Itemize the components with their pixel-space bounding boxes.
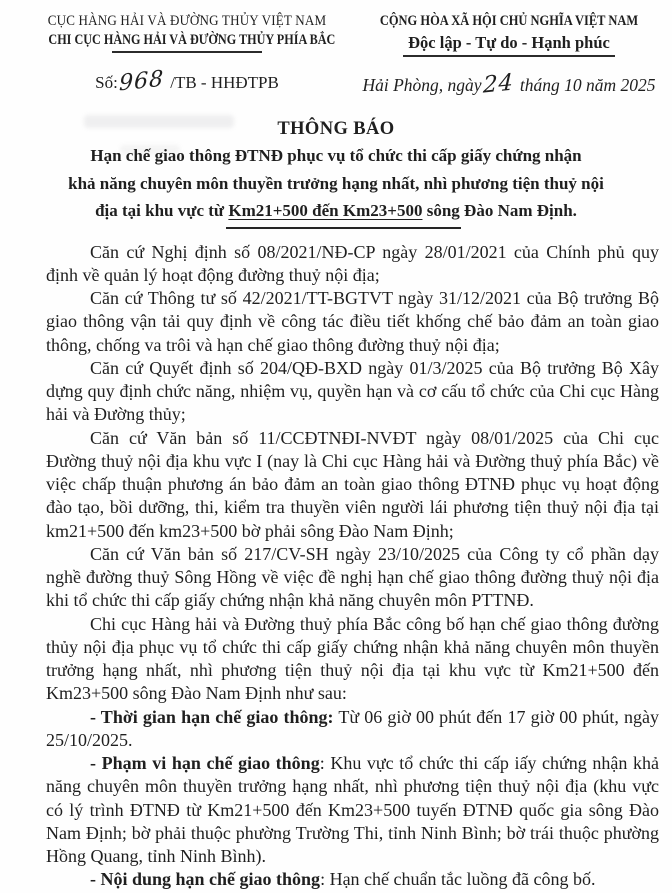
restriction-scope-item	[46, 752, 659, 868]
issuing-agency-block	[22, 13, 352, 96]
restriction-time-value: Từ 06 giờ 00 phút đến 17 giờ 00 phút, ngày 25/10/2025.	[46, 706, 660, 750]
scan-bleed-artifact	[84, 115, 234, 128]
document-type-heading: THÔNG BÁO	[277, 119, 395, 139]
restriction-content-label: - Nội dung hạn chế giao thông	[90, 869, 321, 890]
legal-basis-paragraph: Căn cứ Văn bản số 217/CV-SH ngày 23/10/2025 của Công ty cổ phần dạy nghề đường thuỷ Sông Hồng về việc đề nghị hạn chế giao thông đường thuỷ nội địa khi tổ chức thi cấp giấy chứng nhận khả năng chuyên môn PTTNĐ.	[46, 543, 659, 611]
parent-agency-name: CỤC HÀNG HẢI VÀ ĐƯỜNG THỦY VIỆT NAM	[47, 13, 327, 29]
scan-bleed-artifact	[120, 145, 180, 154]
legal-basis-paragraph: Căn cứ Nghị định số 08/2021/NĐ-CP ngày 28/01/2021 của Chính phủ quy định về quản lý hoạt động đường thuỷ nội địa;	[46, 241, 659, 285]
restriction-content-value: : Hạn chế chuẩn tắc luồng đã công bố.	[320, 869, 596, 890]
legal-basis-paragraph: Căn cứ Thông tư số 42/2021/TT-BGTVT ngày 31/12/2021 của Bộ trưởng Bộ giao thông vận tải quy định về công tác điều tiết khống chế bảo đảm an toàn giao thông, chống va trôi và hạn chế giao thông đường thuỷ nội địa;	[46, 288, 659, 355]
document-subject	[0, 142, 672, 225]
place-and-date	[352, 69, 666, 99]
document-number-label: Số:	[95, 73, 118, 92]
place-date-suffix: tháng 10 năm 2025	[519, 75, 656, 95]
subject-line-2: khả năng chuyên môn thuyền trưởng hạng nhất, nhì phương tiện thuỷ nội	[68, 173, 604, 193]
announcement-paragraph: Chi cục Hàng hải và Đường thuỷ phía Bắc công bố hạn chế giao thông đường thủy nội địa phục vụ tổ chức thi cấp giấy chứng nhận khả năng chuyên môn thuyền trưởng hạng nhất, nhì phương tiện thuỷ nội địa tại khu vực từ Km21+500 đến Km23+500 sông Đào Nam Định như sau:	[46, 613, 659, 704]
place-date-prefix: Hải Phòng, ngày	[362, 75, 482, 95]
legal-basis-paragraph: Căn cứ Văn bản số 11/CCĐTNĐI-NVĐT ngày 08/01/2025 của Chi cục Đường thuỷ nội địa khu vực I (nay là Chi cục Hàng hải và Đường thuỷ phía Bắc) về việc chấp thuận phương án bảo đảm an toàn giao thông ĐTNĐ phục vụ hoạt động đào tạo, bồi dưỡng, thi, kiểm tra thuyền viên người lái phương tiện thuỷ nội địa tại km21+500 đến km23+500 bờ phải sông Đào Nam Định;	[46, 427, 659, 541]
restriction-time-label: - Thời gian hạn chế giao thông:	[90, 706, 334, 727]
restriction-scope-value: : Khu vực tổ chức thi cấp iấy chứng nhận khả năng chuyên môn thuyền trưởng hạng nhất, nhì phương tiện thuỷ nội địa (khu vực có lý trình ĐTNĐ từ Km21+500 đến Km23+500 tuyến ĐTNĐ quốc gia sông Đào Nam Định; bờ phải thuộc phường Trường Thi, tỉnh Ninh Bình; bờ trái thuộc phường Hồng Quang, tỉnh Ninh Bình).	[46, 753, 659, 866]
legal-basis-paragraph: Căn cứ Quyết định số 204/QĐ-BXD ngày 01/3/2025 của Bộ trưởng Bộ Xây dựng quy định chức năng, nhiệm vụ, quyền hạn và cơ cấu tổ chức của Chi cục Hàng hải và Đường thủy;	[46, 357, 659, 425]
title-block	[0, 119, 672, 229]
restriction-content-item	[46, 868, 659, 891]
agency-underline	[112, 51, 262, 53]
document-number-handwritten: 968	[118, 65, 165, 97]
national-title: CỘNG HÒA XÃ HỘI CHỦ NGHĨA VIỆT NAM	[379, 13, 639, 29]
document-header	[0, 0, 672, 99]
restriction-scope-label: - Phạm vi hạn chế giao thông	[90, 753, 320, 773]
issuing-agency-name: CHI CỤC HÀNG HẢI VÀ ĐƯỜNG THỦY PHÍA BẮC	[48, 32, 336, 48]
title-separator-rule	[226, 227, 461, 229]
restriction-time-item	[46, 706, 659, 753]
document-number-suffix: /TB - HHĐTPB	[170, 73, 279, 92]
subject-line-1: Hạn chế giao thông ĐTNĐ phục vụ tổ chức thi cấp giấy chứng nhận	[90, 146, 582, 165]
national-motto: Độc lập - Tự do - Hạnh phúc	[403, 33, 615, 57]
document-body	[46, 241, 659, 892]
km-range-underlined: Km21+500 đến Km23+500	[228, 201, 423, 220]
document-number	[22, 65, 352, 97]
subject-line-3: địa tại khu vực từ Km21+500 đến Km23+500 sông Đào Nam Định.	[95, 201, 577, 220]
national-header-block	[352, 13, 666, 99]
day-handwritten: 24	[482, 69, 514, 99]
